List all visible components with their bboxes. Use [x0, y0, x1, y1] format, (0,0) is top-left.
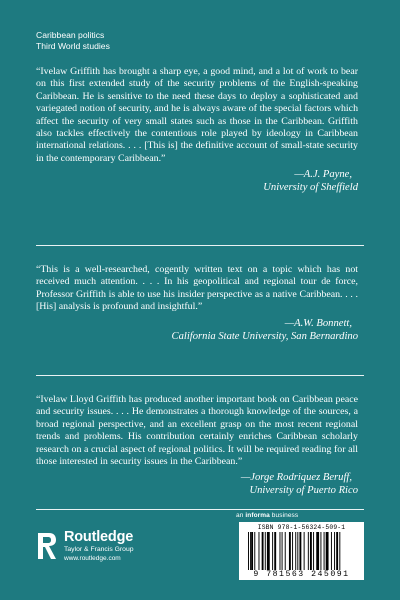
informa-prefix: an	[236, 512, 244, 519]
barcode-bar	[254, 532, 255, 570]
barcode-bar	[262, 532, 264, 570]
series-line-2: Third World studies	[36, 41, 110, 51]
barcode-bar	[248, 532, 249, 570]
publisher-name: Routledge	[64, 529, 134, 545]
barcode-bar	[285, 532, 286, 570]
reviewer-name: —Jorge Rodriquez Beruff,	[240, 472, 352, 484]
barcode-bar	[316, 532, 319, 570]
ean-digits: 9 781563 245091	[253, 570, 350, 579]
barcode-bar	[292, 532, 293, 570]
series-info	[36, 30, 110, 52]
publisher-url: www.routledge.com	[64, 555, 121, 562]
barcode-bar	[289, 532, 291, 570]
barcode-bar	[304, 532, 305, 570]
barcode-bar	[336, 532, 338, 570]
reviewer-affiliation: University of Puerto Rico	[249, 485, 358, 497]
barcode-bar	[334, 532, 335, 570]
review-2	[36, 264, 358, 343]
review-attribution	[36, 471, 358, 497]
barcode-bar	[310, 532, 312, 570]
barcode-bar	[259, 532, 260, 570]
review-attribution	[36, 168, 358, 194]
informa-suffix: business	[271, 512, 299, 519]
barcode-bar	[320, 532, 321, 570]
barcode-bar	[280, 532, 281, 570]
informa-brand: informa	[245, 512, 270, 519]
reviewer-affiliation: University of Sheffield	[263, 182, 358, 194]
review-3	[36, 394, 358, 497]
barcode-bar	[297, 532, 298, 570]
reviewer-affiliation: California State University, San Bernardino	[171, 330, 358, 342]
divider	[36, 509, 364, 510]
routledge-logo-icon	[36, 531, 58, 561]
barcode-bars	[248, 532, 358, 570]
barcode-bar	[272, 532, 273, 570]
barcode	[239, 522, 364, 580]
reviewer-name: —A.J. Payne,	[294, 169, 352, 181]
isbn-label: ISBN 978-1-56324-509-1	[257, 524, 346, 531]
barcode-bar	[282, 532, 283, 570]
barcode-bar	[274, 532, 276, 570]
barcode-bar	[326, 532, 329, 570]
barcode-bar	[250, 532, 251, 570]
barcode-bar	[295, 532, 296, 570]
barcode-bar	[265, 532, 266, 570]
review-1	[36, 66, 358, 194]
publisher-group: Taylor & Francis Group	[64, 546, 134, 553]
barcode-bar	[308, 532, 309, 570]
review-text: “Ivelaw Lloyd Griffith has produced another important book on Caribbean peace and security issues. . . . He demonstrates a thorough knowledge of the sources, a broad regional perspective, and an excellent grasp on the most recent regional trends and problems. His contribution certainly enriches Caribbean scholarly research on a crucial aspect of regional politics. It will be required reading for all those interested in security issues in the Caribbean.”	[36, 394, 358, 468]
review-attribution	[36, 317, 358, 343]
barcode-bar	[299, 532, 301, 570]
informa-tagline	[236, 512, 298, 519]
barcode-bar	[339, 532, 340, 570]
barcode-bar	[251, 532, 253, 570]
series-line-1: Caribbean politics	[36, 30, 105, 40]
barcode-bar	[313, 532, 314, 570]
reviewer-name: —A.W. Bonnett,	[284, 317, 352, 329]
divider	[36, 375, 364, 376]
divider	[36, 245, 364, 246]
barcode-bar	[331, 532, 332, 570]
barcode-bar	[267, 532, 270, 570]
review-text: “Ivelaw Griffith has brought a sharp eye, a good mind, and a lot of work to bear on this first extended study of the security problems of the English-speaking Caribbean. He is sensitive to the need these days to deploy a sophisticated and variegated notion of security, and he is always aware of the special factors which affect the security of very small states such as those in the Caribbean. Griffith also tackles effectively the contentious role played by ideology in Caribbean international relations. . . . [This is] the definitive account of small-state security in the contemporary Caribbean.”	[36, 66, 358, 164]
review-text: “This is a well-researched, cogently written text on a topic which has not received much attention. . . . In his geopolitical and regional tour de force, Professor Griffith is able to use his insider perspective as a native Caribbean. . . . [His] analysis is profound and insightful.”	[36, 264, 358, 313]
barcode-bar	[324, 532, 325, 570]
